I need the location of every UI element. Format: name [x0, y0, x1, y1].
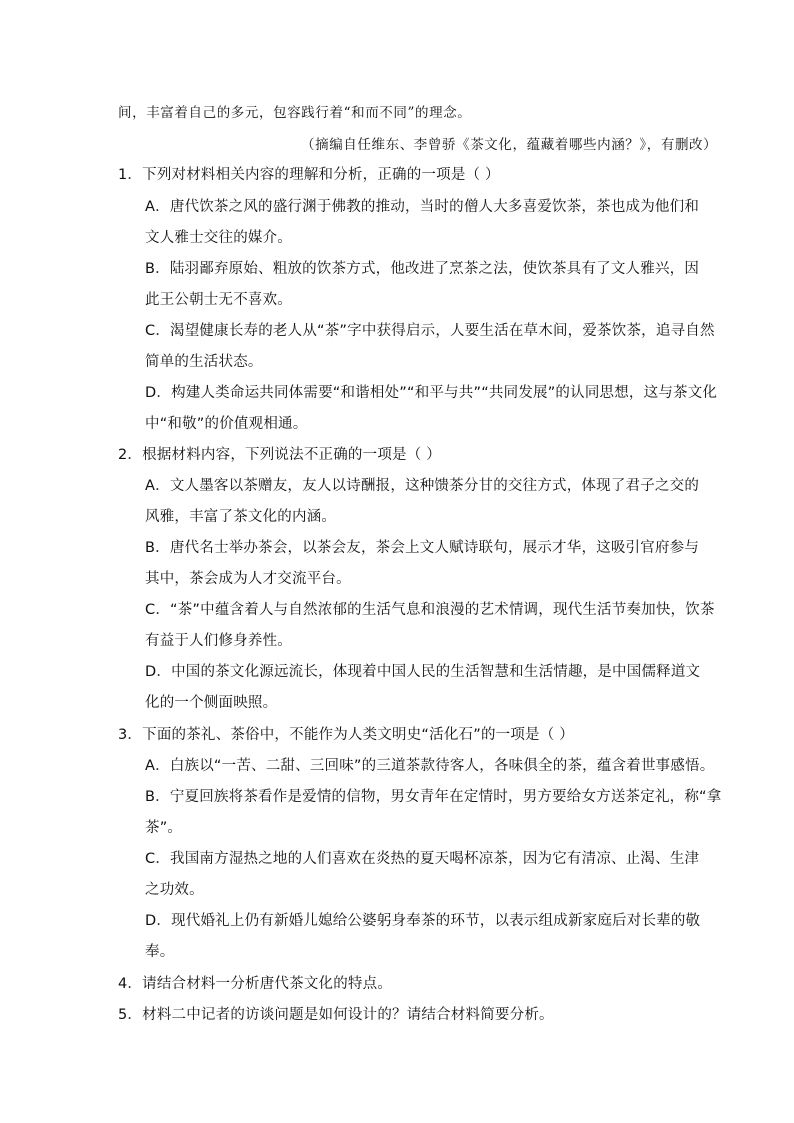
question-1-option-c-cont: 简单的生活状态。 — [145, 354, 263, 370]
source-citation: （摘编自任维东、李曾骄《茶文化，蕴藏着哪些内涵？》，有删改） — [301, 137, 718, 153]
question-5-stem: 5．材料二中记者的访谈问题是如何设计的？请结合材料简要分析。 — [118, 1007, 554, 1023]
question-2-option-b: B．唐代名士举办茶会，以茶会友，茶会上文人赋诗联句，展示才华，这吸引官府参与 — [145, 540, 700, 556]
question-2-option-c-cont: 有益于人们修身养性。 — [145, 633, 292, 649]
question-1-option-a: A．唐代饮茶之风的盛行渊于佛教的推动，当时的僧人大多喜爱饮茶，茶也成为他们和 — [145, 199, 700, 215]
question-2-option-c: C．“茶”中蕴含着人与自然浓郁的生活气息和浪漫的艺术情调，现代生活节奏加快，饮茶 — [145, 602, 715, 618]
question-4-stem: 4．请结合材料一分析唐代茶文化的特点。 — [118, 976, 393, 992]
question-3-option-c-cont: 之功效。 — [145, 882, 204, 898]
question-2-option-d: D．中国的茶文化源远流长，体现着中国人民的生活智慧和生活情趣，是中国儒释道文 — [145, 664, 701, 680]
question-2-option-a-cont: 风雅，丰富了茶文化的内涵。 — [145, 509, 337, 525]
question-3-stem: 3．下面的茶礼、茶俗中，不能作为人类文明史“活化石”的一项是（ ） — [118, 727, 574, 743]
question-1-option-b: B．陆羽鄙弃原始、粗放的饮茶方式，他改进了烹茶之法，使饮茶具有了文人雅兴，因 — [145, 261, 700, 277]
question-1-stem: 1．下列对材料相关内容的理解和分析，正确的一项是（ ） — [118, 167, 500, 183]
question-2-stem: 2．根据材料内容，下列说法不正确的一项是（ ） — [118, 447, 441, 463]
question-1-option-b-cont: 此王公朝士无不喜欢。 — [145, 292, 292, 308]
question-1-option-a-cont: 文人雅士交往的媒介。 — [145, 230, 292, 246]
question-2-option-a: A．文人墨客以茶赠友，友人以诗酬报，这种馈茶分甘的交往方式，体现了君子之交的 — [145, 478, 700, 494]
question-1-option-d: D．构建人类命运共同体需要“和谐相处”“和平与共”“共同发展”的认同思想，这与茶文化 — [145, 385, 718, 401]
question-2-option-d-cont: 化的一个侧面映照。 — [145, 695, 278, 711]
question-3-option-d-cont: 奉。 — [145, 944, 175, 960]
question-3-option-a: A．白族以“一苦、二甜、三回味”的三道茶款待客人，各味俱全的茶，蕴含着世事感悟。 — [145, 758, 715, 774]
question-2-option-b-cont: 其中，茶会成为人才交流平台。 — [145, 571, 351, 587]
intro-text: 间，丰富着自己的多元，包容践行着“和而不同”的理念。 — [118, 105, 472, 121]
question-3-option-b: B．宁夏回族将茶看作是爱情的信物，男女青年在定情时，男方要给女方送茶定礼，称“拿 — [145, 789, 722, 805]
question-3-option-b-cont: 茶”。 — [145, 820, 183, 836]
question-3-option-c: C．我国南方湿热之地的人们喜欢在炎热的夏天喝杯凉茶，因为它有清凉、止渴、生津 — [145, 851, 700, 867]
question-1-option-d-cont: 中“和敬”的价值观相通。 — [145, 416, 308, 432]
question-3-option-d: D．现代婚礼上仍有新婚儿媳给公婆躬身奉茶的环节，以表示组成新家庭后对长辈的敬 — [145, 913, 701, 929]
question-1-option-c: C．渴望健康长寿的老人从“茶”字中获得启示，人要生活在草木间，爱茶饮茶，追寻自然 — [145, 323, 715, 339]
